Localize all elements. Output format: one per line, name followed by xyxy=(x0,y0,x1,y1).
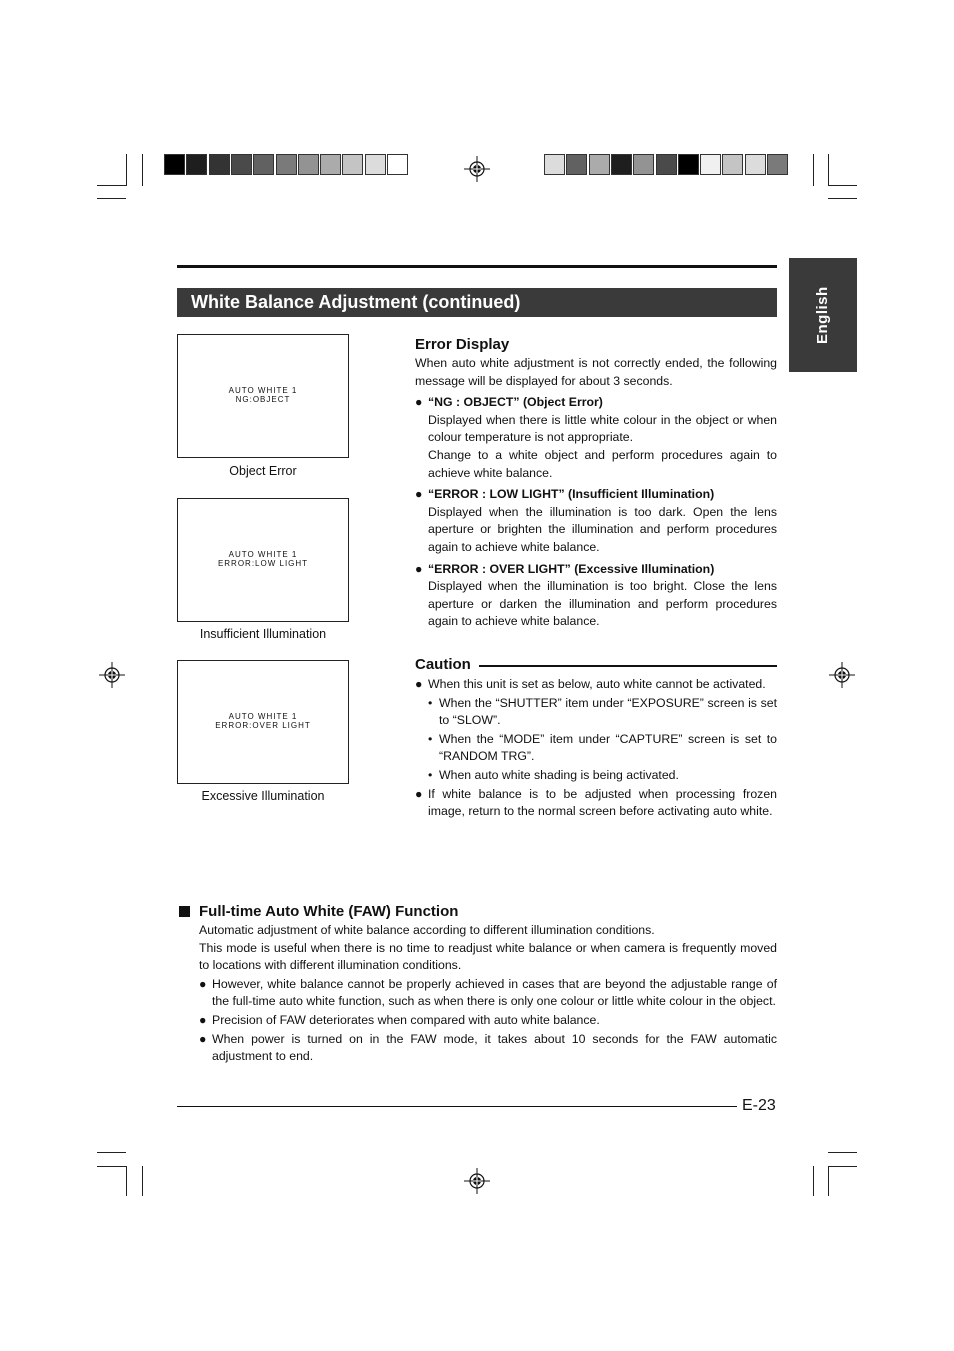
list-item xyxy=(415,486,777,556)
list-item xyxy=(415,394,777,482)
item-title: “ERROR : OVER LIGHT” (Excessive Illumination) xyxy=(428,561,715,576)
registration-mark-icon xyxy=(99,662,125,688)
caution-heading: Caution xyxy=(415,656,471,673)
faw-section xyxy=(177,902,777,1066)
color-swatch xyxy=(633,154,654,175)
language-tab-label: English xyxy=(814,286,831,344)
screen-caption: Object Error xyxy=(229,464,297,478)
crop-mark xyxy=(813,154,814,186)
color-swatch xyxy=(700,154,721,175)
caution-section xyxy=(415,655,777,821)
screen-line: NG:OBJECT xyxy=(235,395,291,404)
color-swatch xyxy=(611,154,632,175)
crop-mark xyxy=(828,198,857,199)
list-item: ● When this unit is set as below, auto white cannot be activated. xyxy=(415,676,777,694)
color-swatch xyxy=(231,154,252,175)
registration-mark-icon xyxy=(464,1168,490,1194)
color-swatch xyxy=(342,154,363,175)
item-text: Change to a white object and perform procedures again to achieve white balance. xyxy=(428,447,777,480)
color-swatch xyxy=(767,154,788,175)
caution-rule xyxy=(479,665,777,667)
crop-mark xyxy=(828,185,857,186)
sub-item: • When auto white shading is being activated. xyxy=(415,767,777,785)
color-swatch xyxy=(566,154,587,175)
item-title: “NG : OBJECT” (Object Error) xyxy=(428,395,603,410)
bullet-icon: ● xyxy=(415,395,423,410)
list-item: ● If white balance is to be adjusted when processing frozen image, return to the normal screen before activating auto white. xyxy=(415,786,777,819)
bullet-icon: • xyxy=(428,731,433,746)
error-display-section xyxy=(415,335,777,631)
list-item: ● Precision of FAW deteriorates when compared with auto white balance. xyxy=(199,1012,777,1030)
paragraph: When auto white adjustment is not correctly ended, the following message will be displayed for about 3 seconds. xyxy=(415,356,777,388)
bullet-icon: • xyxy=(428,767,433,782)
section-heading: Error Display xyxy=(415,336,510,353)
color-swatch xyxy=(544,154,565,175)
page-title: White Balance Adjustment (continued) xyxy=(177,288,777,317)
footer-rule xyxy=(177,1106,737,1107)
sub-item: • When the “MODE” item under “CAPTURE” screen is set to “RANDOM TRG”. xyxy=(428,731,777,764)
bullet-icon: ● xyxy=(199,1031,207,1046)
color-swatch xyxy=(722,154,743,175)
crop-mark xyxy=(142,1166,143,1196)
square-bullet-icon xyxy=(179,906,190,917)
color-swatch xyxy=(186,154,207,175)
faw-heading: Full-time Auto White (FAW) Function xyxy=(199,903,459,920)
sub-item: • When the “SHUTTER” item under “EXPOSURE” screen is set to “SLOW”. xyxy=(428,695,777,728)
screen-object-error xyxy=(177,334,349,458)
crop-mark xyxy=(828,1152,857,1153)
crop-mark xyxy=(828,154,829,186)
crop-mark xyxy=(126,1166,127,1196)
crop-mark xyxy=(97,1152,126,1153)
bullet-icon: ● xyxy=(199,976,207,991)
item-text: Displayed when there is little white colour in the object or when colour temperature is not appropriate. xyxy=(428,412,777,445)
color-swatch xyxy=(209,154,230,175)
screen-caption: Excessive Illumination xyxy=(201,789,325,803)
bullet-icon: ● xyxy=(415,561,423,576)
screen-line: ERROR:LOW LIGHT xyxy=(217,559,309,568)
page-number: E-23 xyxy=(742,1097,776,1114)
paragraph: Automatic adjustment of white balance according to different illumination conditions. xyxy=(199,923,655,937)
list-item: ● However, white balance cannot be properly achieved in cases that are beyond the adjustable range of the full-time auto white function, such as when there is only one colour or little white colour in the object. xyxy=(199,976,777,1009)
screen-line: AUTO WHITE 1 xyxy=(228,550,298,559)
crop-mark xyxy=(813,1166,814,1196)
color-swatch xyxy=(276,154,297,175)
crop-mark xyxy=(142,154,143,186)
bullet-icon: ● xyxy=(199,1012,207,1027)
registration-mark-icon xyxy=(464,156,490,182)
screen-line: AUTO WHITE 1 xyxy=(228,386,298,395)
color-swatch xyxy=(298,154,319,175)
color-swatch xyxy=(589,154,610,175)
paragraph: This mode is useful when there is no time to readjust white balance or when camera is frequently moved to locations with different illumination conditions. xyxy=(199,940,777,973)
item-title: “ERROR : LOW LIGHT” (Insufficient Illumination) xyxy=(428,487,715,502)
list-item: ● When power is turned on in the FAW mode, it takes about 10 seconds for the FAW automatic adjustment to end. xyxy=(199,1031,777,1064)
language-tab xyxy=(789,258,857,372)
crop-mark xyxy=(97,198,126,199)
color-swatch xyxy=(656,154,677,175)
bullet-icon: ● xyxy=(415,487,423,502)
color-swatch xyxy=(365,154,386,175)
item-text: Displayed when the illumination is too dark. Open the lens aperture or brighten the illumination and perform procedures again to achieve white balance. xyxy=(428,504,777,554)
bullet-icon: • xyxy=(428,695,433,710)
crop-mark xyxy=(828,1166,857,1167)
color-swatch xyxy=(320,154,341,175)
crop-mark xyxy=(97,185,126,186)
list-item xyxy=(415,561,777,631)
crop-mark xyxy=(126,154,127,186)
screen-over-light xyxy=(177,660,349,784)
color-swatch xyxy=(164,154,185,175)
screen-low-light xyxy=(177,498,349,622)
crop-mark xyxy=(97,1166,126,1167)
header-rule xyxy=(177,265,777,268)
color-swatch xyxy=(387,154,408,175)
crop-mark xyxy=(828,1166,829,1196)
screen-line: AUTO WHITE 1 xyxy=(228,712,298,721)
color-swatch xyxy=(678,154,699,175)
color-swatch xyxy=(253,154,274,175)
bullet-icon: ● xyxy=(415,786,423,801)
item-text: Displayed when the illumination is too bright. Close the lens aperture or darken the illumination and perform procedures again to achieve white balance. xyxy=(428,579,777,629)
registration-mark-icon xyxy=(829,662,855,688)
screen-caption: Insufficient Illumination xyxy=(199,627,327,641)
color-swatch xyxy=(745,154,766,175)
screen-line: ERROR:OVER LIGHT xyxy=(215,721,311,730)
bullet-icon: ● xyxy=(415,677,423,691)
